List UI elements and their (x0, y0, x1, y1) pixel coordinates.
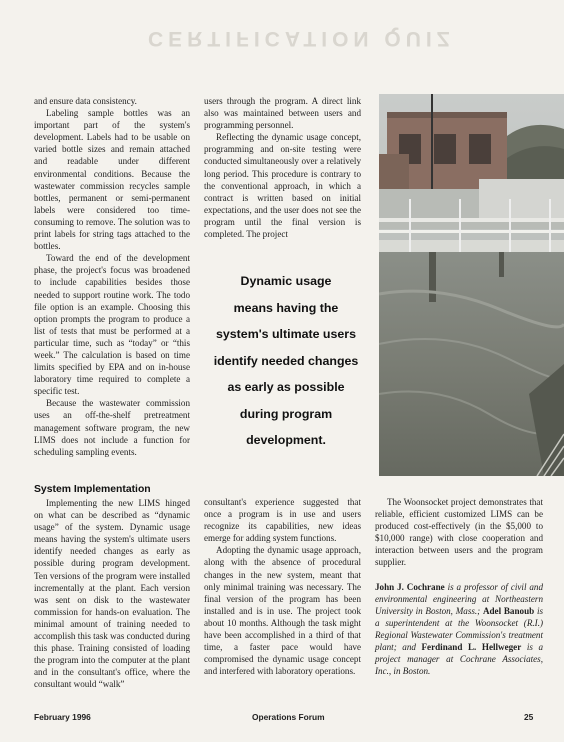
paragraph: The Woonsocket project demonstrates that reliable, efficient customized LIMS can be produced cost-effectively (in the $5,000 to $10,000 range) with close cooperation and interaction between users and the program supplier. (375, 497, 543, 568)
paragraph: Implementing the new LIMS hinged on what can be described as “dynamic usage” of the system. Dynamic usage means having the system's ultimate users identify needed changes as early as possible during program development. Ten versions of the program were installed incrementally at the plant. Each version was sent on disk to the wastewater commission for hands-on evaluation. The minimal amount of training needed to accomplish this task was conducted during this phase. Training consisted of loading the program into the computer at the plant and in the consultant's office, where the consultant would “walk” (34, 498, 190, 690)
paragraph: Labeling sample bottles was an important part of the system's development. Labels had to be usable on varied bottle sizes and remain attached and readable under different environmental conditions. Because the wastewater commission recycles sample bottles, permanent or semi-permanent labels were considered too time-consuming to remove. The solution was to print labels for string tags attached to the bottles. (34, 108, 190, 252)
footer-publication: Operations Forum (252, 712, 325, 722)
footer-date: February 1996 (34, 712, 91, 722)
bio-text: is a superintendent at the Woonsocket (R.I.) Regional Wastewater Commission's treatment plant; and (375, 605, 544, 653)
pull-quote-line: during program (239, 406, 333, 421)
article-column-1-lower (34, 497, 190, 691)
paragraph: Reflecting the dynamic usage concept, programming and on-site testing were conducted simultaneously over a relatively long period. This procedure is contrary to the conventional approach, in which a contract is written based on initial expectations, and the user does not see the program until the final version is completed. The project (204, 132, 361, 240)
author-name: John J. Cochrane (375, 581, 445, 592)
pull-quote-line: development. (246, 433, 326, 447)
article-column-2-upper (204, 95, 361, 240)
pull-quote-line: Dynamic usage (240, 274, 332, 288)
paragraph: Adopting the dynamic usage approach, along with the absence of procedural changes in the new system, meant that only minimal training was necessary. The final version of the program has been installed and is in use. The project took about 10 months. Although the task might have been accomplished in a third of that time, a faster pace would have compromised the dynamic usage concept and interfered with laboratory operations. (204, 545, 361, 677)
paragraph: Toward the end of the development phase, the project's focus was broadened to include capabilities besides those needed to support routine work. The todo file option is an example. Choosing this option prompts the program to produce a list of tests that must be performed at a particular time, such as “today” or “this week.” The calculation is based on time limits specified by EPA and on in-house laboratory time required to complete a specific test. (34, 253, 190, 397)
article-column-1-upper (34, 95, 190, 458)
treatment-plant-photo (379, 94, 564, 476)
pull-quote-line: means having the (233, 300, 339, 315)
section-heading: System Implementation (34, 484, 151, 495)
paragraph: consultant's experience suggested that once a program is in use and users recognize its capabilities, new ideas emerge for adding system functions. (204, 497, 361, 544)
paragraph: users through the program. A direct link also was maintained between users and programming personnel. (204, 96, 361, 131)
author-bio (375, 581, 543, 678)
bio-text: is a project manager at Cochrane Associates, Inc., in Boston. (375, 642, 543, 677)
page-header-certification-quiz: CERTIFICATION QUIZ (148, 27, 455, 50)
paragraph: and ensure data consistency. (34, 96, 137, 106)
pull-quote-line: as early as possible (227, 380, 345, 394)
author-name: Ferdinand L. Hellweger (421, 642, 522, 653)
author-name: Adel Banoub (482, 605, 535, 616)
article-column-2-lower (204, 496, 361, 677)
article-column-3-lower (375, 496, 543, 677)
bio-text: is a professor of civil and environmental engineering at Northeastern University in Boston, Mass.; (375, 581, 543, 616)
page-number: 25 (524, 712, 534, 722)
pull-quote-line: system's ultimate users (216, 327, 356, 341)
paragraph: Because the wastewater commission uses an off-the-shelf pretreatment management software program, the new LIMS does not include a function for scheduling sampling events. (34, 398, 190, 457)
pull-quote-line: identify needed changes (213, 353, 359, 368)
pull-quote (200, 268, 372, 454)
